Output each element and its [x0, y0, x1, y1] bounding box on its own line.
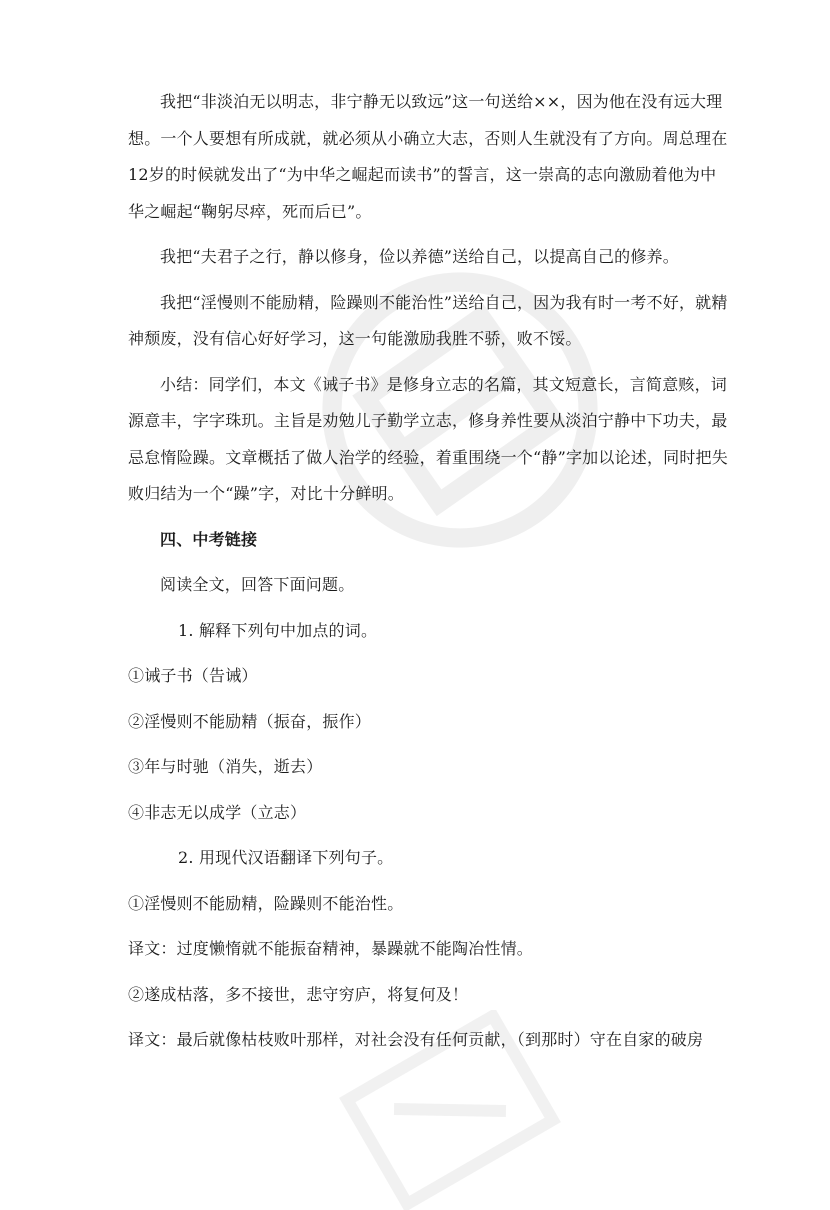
- question-2-title: 2. 用现代汉语翻译下列句子。: [178, 848, 394, 867]
- question-1-item: ④非志无以成学（立志）: [128, 802, 307, 822]
- paragraph-gift-3: 我把“淫慢则不能励精，险躁则不能治性”送给自己，因为我有时一考不好，就精神颓废，没有信心好好学习，这一句能激励我胜不骄，败不馁。: [128, 292, 728, 348]
- question-2-item: ①淫慢则不能励精，险躁则不能治性。: [128, 893, 404, 913]
- paragraph-gift-2: 我把“夫君子之行，静以修身，俭以养德”送给自己，以提高自己的修养。: [160, 247, 679, 266]
- question-1-item: ①诫子书（告诫）: [128, 666, 258, 685]
- question-2-translation: 译文：过度懒惰就不能振奋精神，暴躁就不能陶冶性情。: [128, 939, 534, 958]
- question-1-item: ③年与时驰（消失，逝去）: [128, 757, 323, 776]
- question-1-title: 1. 解释下列句中加点的词。: [178, 620, 378, 640]
- document-body: [128, 84, 732, 1059]
- question-2-translation: 译文：最后就像枯枝败叶那样，对社会没有任何贡献，（到那时）守在自家的破房: [128, 1030, 704, 1049]
- section-heading: 四、中考链接: [160, 529, 258, 549]
- question-1-item: ②淫慢则不能励精（振奋，振作）: [128, 711, 372, 731]
- section-intro: 阅读全文，回答下面问题。: [160, 575, 355, 594]
- question-2-item: ②遂成枯落，多不接世，悲守穷庐，将复何及！: [128, 984, 469, 1004]
- paragraph-summary: 小结：同学们，本文《诫子书》是修身立志的名篇，其文短意长，言简意赅，词源意丰，字字珠玑。主旨是劝勉儿子勤学立志，修身养性要从淡泊宁静中下功夫，最忌怠惰险躁。文章概括了做人治学的经验，着重围绕一个“静”字加以论述，同时把失败归结为一个“躁”字，对比十分鲜明。: [128, 374, 728, 503]
- paragraph-gift-1: 我把“非淡泊无以明志，非宁静无以致远”这一句送给××，因为他在没有远大理想。一个人要想有所成就，就必须从小确立大志，否则人生就没有了方向。周总理在12岁的时候就发出了“为中华之崛起而读书”的誓言，这一崇高的志向激励着他为中华之崛起“鞠躬尽瘁，死而后已”。: [128, 92, 728, 221]
